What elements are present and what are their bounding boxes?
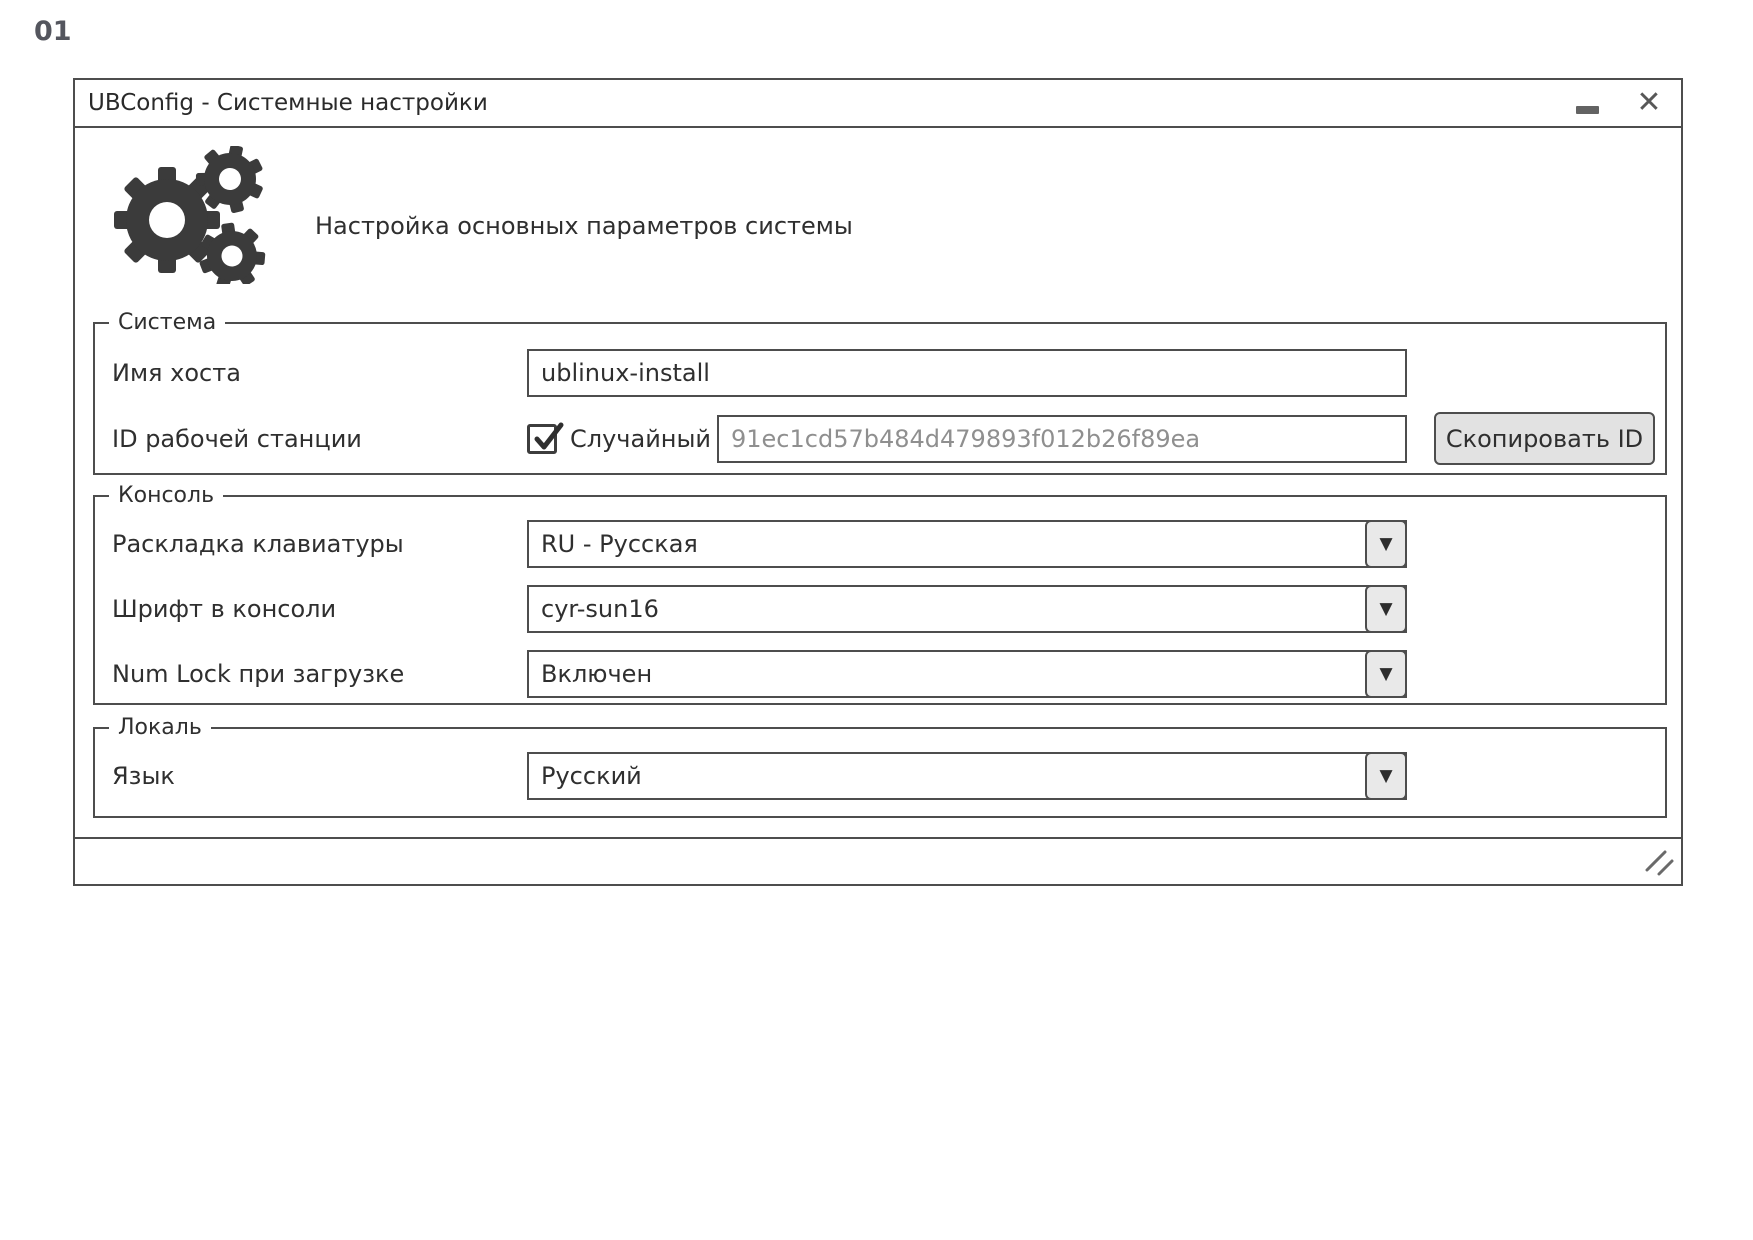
status-bar — [75, 837, 1681, 884]
console-font-label: Шрифт в консоли — [112, 595, 337, 623]
window-title: UBConfig - Системные настройки — [88, 90, 488, 116]
console-font-value: cyr-sun16 — [541, 595, 659, 623]
numlock-select[interactable] — [527, 650, 1407, 698]
chevron-down-icon[interactable]: ▼ — [1365, 752, 1407, 800]
group-console — [93, 483, 1667, 705]
copy-id-button[interactable]: Скопировать ID — [1434, 412, 1655, 465]
keyboard-layout-value: RU - Русская — [541, 530, 698, 558]
group-locale — [93, 715, 1667, 818]
group-system-title: Система — [109, 308, 225, 338]
window-controls — [1565, 80, 1671, 126]
minimize-button[interactable] — [1565, 82, 1609, 124]
console-font-select[interactable] — [527, 585, 1407, 633]
workstation-id-input[interactable] — [717, 415, 1407, 463]
minimize-icon — [1576, 106, 1599, 114]
group-locale-title: Локаль — [109, 713, 211, 743]
chevron-down-icon[interactable]: ▼ — [1365, 650, 1407, 698]
workstation-id-label: ID рабочей станции — [112, 425, 362, 453]
chevron-down-icon[interactable]: ▼ — [1365, 585, 1407, 633]
hostname-label: Имя хоста — [112, 359, 241, 387]
language-select[interactable] — [527, 752, 1407, 800]
random-id-checkbox-label: Случайный — [570, 425, 712, 453]
keyboard-layout-label: Раскладка клавиатуры — [112, 530, 404, 558]
numlock-value: Включен — [541, 660, 653, 688]
group-console-title: Консоль — [109, 481, 223, 511]
checkmark-icon — [530, 419, 564, 453]
language-value: Русский — [541, 762, 642, 790]
page-number: 01 — [34, 16, 72, 47]
language-label: Язык — [112, 762, 175, 790]
titlebar — [75, 80, 1681, 128]
close-button[interactable] — [1627, 82, 1671, 124]
chevron-down-icon[interactable]: ▼ — [1365, 520, 1407, 568]
random-id-checkbox[interactable] — [527, 424, 557, 454]
header-caption: Настройка основных параметров системы — [315, 212, 853, 240]
group-system — [93, 310, 1667, 475]
keyboard-layout-select[interactable] — [527, 520, 1407, 568]
hostname-input[interactable] — [527, 349, 1407, 397]
resize-grip-icon[interactable] — [1645, 850, 1675, 878]
close-icon: ✕ — [1636, 85, 1662, 120]
gears-icon — [105, 146, 267, 284]
numlock-label: Num Lock при загрузке — [112, 660, 405, 688]
ubconfig-window — [73, 78, 1683, 886]
